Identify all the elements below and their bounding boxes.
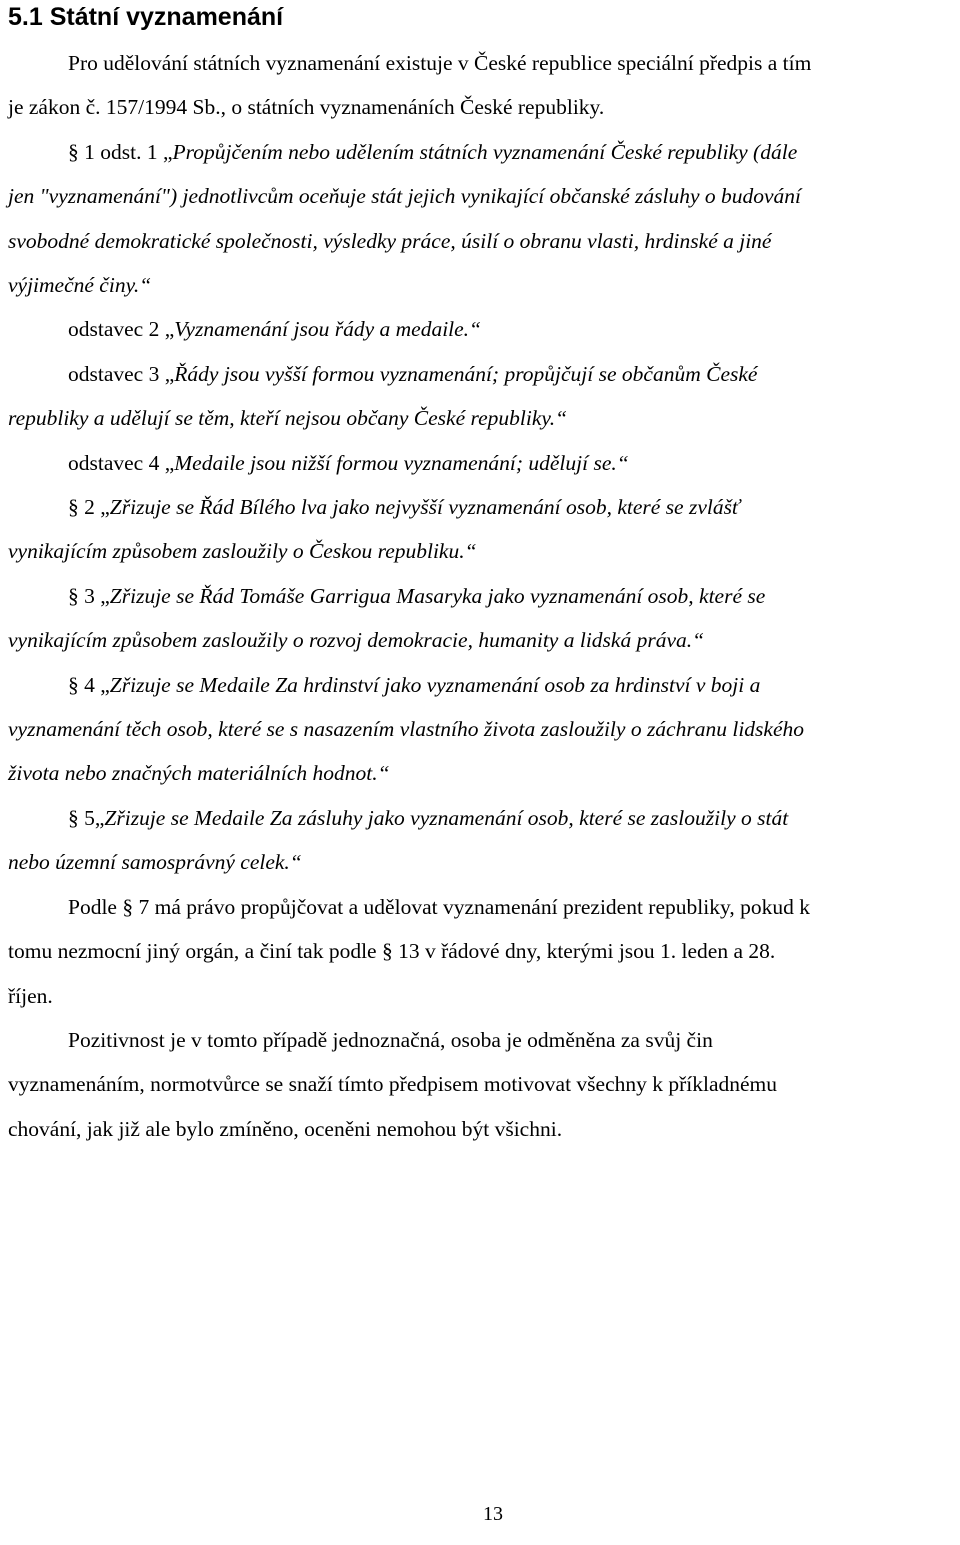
text-line [68, 316, 481, 342]
text-line: výjimečné činy.“ [8, 273, 152, 297]
text-line: Podle § 7 má právo propůjčovat a udělovat vyznamenání prezident republiky, pokud k [68, 895, 810, 919]
text-line: chování, jak již ale bylo zmíněno, oceněni nemohou být všichni. [8, 1117, 563, 1141]
text-line [68, 361, 757, 387]
text-line [68, 805, 788, 831]
quoted-text: Zřizuje se Medaile Za hrdinství jako vyznamenání osob za hrdinství v boji a [109, 673, 761, 697]
text-line: je zákon č. 157/1994 Sb., o státních vyznamenáních České republiky. [8, 95, 605, 119]
text-run: § 1 odst. 1 „ [68, 140, 173, 164]
text-line [68, 672, 760, 698]
text-run: odstavec 3 „ [68, 362, 175, 386]
text-line: tomu nezmocní jiný orgán, a činí tak podle § 13 v řádové dny, kterými jsou 1. leden a 28. [8, 939, 776, 963]
text-line: republiky a udělují se těm, kteří nejsou občany České republiky.“ [8, 406, 568, 430]
text-line: vyznamenáním, normotvůrce se snaží tímto předpisem motivovat všechny k příkladnému [8, 1072, 778, 1096]
text-line: jen "vyznamenání") jednotlivcům oceňuje stát jejich vynikající občanské zásluhy o budování [8, 184, 802, 208]
section-title: 5.1 Státní vyznamenání [8, 3, 284, 31]
quoted-text: Medaile jsou nižší formou vyznamenání; udělují se.“ [174, 451, 629, 475]
text-line: vynikajícím způsobem zasloužily o Českou republiku.“ [8, 539, 477, 563]
quoted-text: Zřizuje se Řád Tomáše Garriguа Masaryka jako vyznamenání osob, které se [109, 584, 766, 608]
text-run: odstavec 2 „ [68, 317, 175, 341]
text-run: odstavec 4 „ [68, 451, 175, 475]
page-number: 13 [483, 1503, 503, 1525]
text-line [68, 583, 765, 609]
text-line [68, 494, 740, 520]
text-line [68, 450, 629, 476]
quoted-text: Zřizuje se Medaile Za zásluhy jako vyznamenání osob, které se zasloužily o stát [104, 806, 789, 830]
text-line: vynikajícím způsobem zasloužily o rozvoj demokracie, humanity a lidská práva.“ [8, 628, 705, 652]
quoted-text: Propůjčením nebo udělením státních vyznamenání České republiky (dále [172, 140, 798, 164]
text-line: říjen. [8, 984, 53, 1008]
quoted-text: Řády jsou vyšší formou vyznamenání; propůjčují se občanům České [174, 362, 758, 386]
quoted-text: Vyznamenání jsou řády a medaile.“ [174, 317, 482, 341]
text-line: svobodné demokratické společnosti, výsledky práce, úsilí o obranu vlasti, hrdinské a jiné [8, 229, 772, 253]
text-run: § 2 „ [68, 495, 110, 519]
text-run: § 4 „ [68, 673, 110, 697]
text-run: § 3 „ [68, 584, 110, 608]
text-line: života nebo značných materiálních hodnot.“ [8, 761, 390, 785]
text-line: vyznamenání těch osob, které se s nasazením vlastního života zasloužily o záchranu lidského [8, 717, 804, 741]
quoted-text: Zřizuje se Řád Bílého lva jako nejvyšší vyznamenání osob, které se zvlášť [109, 495, 740, 519]
text-run: § 5„ [68, 806, 105, 830]
text-line: Pro udělování státních vyznamenání existuje v České republice speciální předpis a tím [68, 51, 812, 75]
text-line: nebo územní samosprávný celek.“ [8, 850, 302, 874]
text-line: Pozitivnost je v tomto případě jednoznačná, osoba je odměněna za svůj čin [68, 1028, 713, 1052]
text-line [68, 139, 797, 165]
